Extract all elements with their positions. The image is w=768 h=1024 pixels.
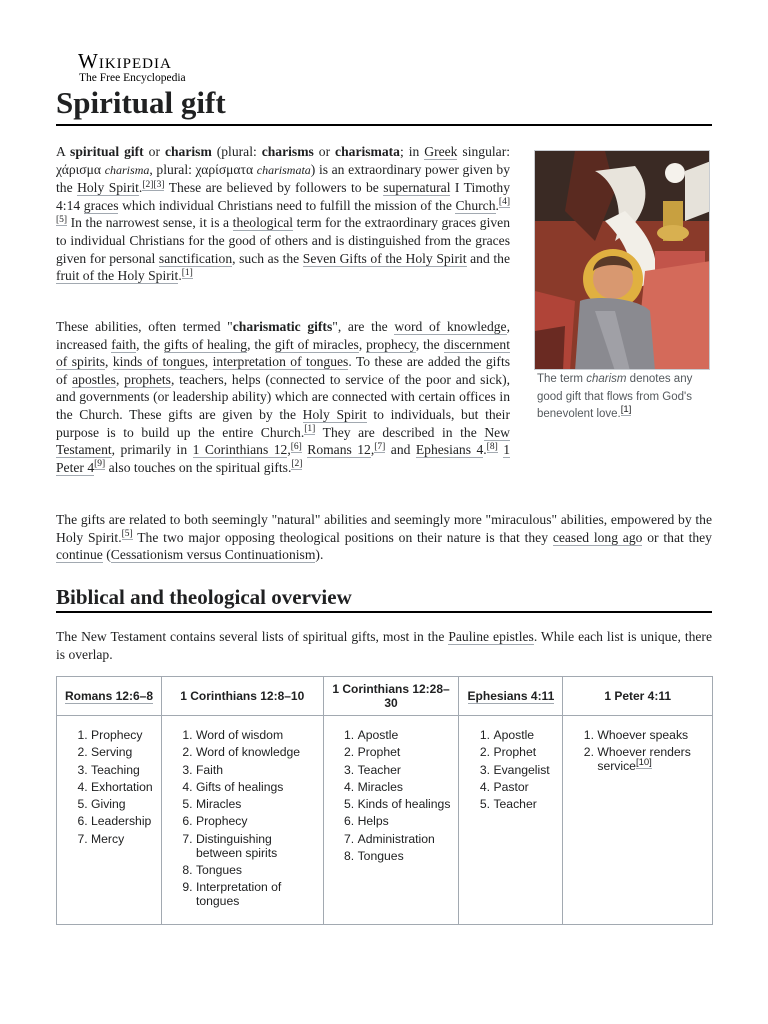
- link-1-corinthians-12[interactable]: 1 Corinthians 12: [192, 442, 288, 458]
- gift-list: [567, 728, 708, 773]
- link-theological[interactable]: theological: [232, 215, 294, 231]
- gift-name: Miracles: [195, 797, 242, 812]
- lead-figure: [534, 150, 710, 424]
- list-item: [196, 832, 319, 860]
- link-interpretation[interactable]: interpretation of tongues: [212, 354, 349, 370]
- ref-8[interactable]: [8]: [486, 441, 498, 452]
- list-item: [358, 832, 455, 846]
- gift-name: Word of knowledge: [195, 745, 301, 760]
- table-row: [57, 716, 713, 925]
- gift-name: Serving: [91, 745, 133, 760]
- gift-name: Evangelist: [493, 762, 550, 777]
- link-church[interactable]: Church: [455, 197, 496, 213]
- list-item: [493, 763, 558, 777]
- link-apostles[interactable]: apostles: [72, 371, 116, 387]
- list-item: [358, 780, 455, 794]
- link-fruit-holy-spirit[interactable]: fruit of the Holy Spirit: [56, 268, 179, 284]
- link-holy-spirit[interactable]: Holy Spirit: [77, 180, 139, 196]
- list-item: [196, 780, 319, 794]
- logo-tagline: The Free Encyclopedia: [79, 72, 186, 84]
- gift-name: Word of wisdom: [195, 728, 284, 742]
- ref-2-3[interactable]: [2][3]: [142, 179, 165, 190]
- gift-name: Teacher: [357, 762, 401, 777]
- gift-name: Mercy: [91, 831, 125, 846]
- gift-name: Apostle: [357, 728, 399, 742]
- link-holy-spirit-2[interactable]: Holy Spirit: [302, 406, 367, 422]
- nature-paragraph: The gifts are related to both seemingly "natural" abilities and seemingly more "miraculous" abilities, empowered by the Holy Spirit.[5] The two major opposing theological positions on their nature is that they ceased long ago or that they continue (Cessationism versus Continuationism).: [56, 512, 712, 563]
- list-item: [91, 814, 157, 828]
- fresco-illustration: [535, 151, 710, 370]
- gift-name: Helps: [357, 814, 389, 829]
- link-continue[interactable]: continue: [56, 547, 103, 563]
- gift-name: Giving: [91, 797, 126, 812]
- list-item: [493, 797, 558, 811]
- gift-name: Apostle: [493, 728, 535, 742]
- gift-name: Whoever renders service: [597, 745, 691, 774]
- ref-7[interactable]: [7]: [374, 441, 386, 452]
- ref-6[interactable]: [6]: [290, 441, 302, 452]
- link-ceased-long-ago[interactable]: ceased long ago: [552, 529, 643, 545]
- header-label: 1 Peter 4:11: [604, 689, 672, 703]
- header-label: 1 Corinthians 12:28–30: [332, 682, 450, 710]
- list-item: [358, 814, 455, 828]
- link-gift-of-miracles[interactable]: gift of miracles: [274, 336, 359, 352]
- list-item: [91, 745, 157, 759]
- gift-name: Exhortation: [91, 779, 153, 794]
- link-seven-gifts[interactable]: Seven Gifts of the Holy Spirit: [302, 250, 467, 266]
- greek-singular: χάρισμα: [56, 161, 102, 177]
- term-charismata: charismata: [335, 144, 400, 159]
- list-item: [358, 797, 455, 811]
- list-item: [358, 849, 455, 863]
- list-item: [91, 832, 157, 846]
- section-heading: Biblical and theological overview: [56, 584, 712, 613]
- gift-name: Miracles: [357, 779, 403, 794]
- list-item: [91, 780, 157, 794]
- header-ephesians: [459, 677, 563, 716]
- link-1-peter-4[interactable]: 1 Peter 4: [56, 442, 510, 475]
- link-prophecy[interactable]: prophecy: [366, 336, 416, 352]
- latin-singular: charisma: [104, 162, 150, 177]
- gift-name: Administration: [357, 831, 435, 846]
- column-ephesians: [459, 716, 563, 925]
- link-new-testament[interactable]: New Testament: [56, 424, 510, 458]
- link-gifts-of-healing[interactable]: gifts of healing: [163, 336, 248, 352]
- gift-name: Tongues: [357, 849, 404, 864]
- list-item: [358, 763, 455, 777]
- gift-name: Prophecy: [91, 728, 143, 742]
- list-item: [358, 745, 455, 759]
- list-item: [493, 780, 558, 794]
- list-item: [196, 814, 319, 828]
- column-romans: [57, 716, 162, 925]
- gift-list: [61, 728, 157, 846]
- list-item: [196, 763, 319, 777]
- ref-5[interactable]: [5]: [121, 529, 133, 540]
- greek-plural: χαρίσματα: [195, 161, 254, 177]
- header-1-cor-12-8: [161, 677, 323, 716]
- link-kinds-of-tongues[interactable]: kinds of tongues: [112, 354, 205, 370]
- gift-name: Prophet: [493, 745, 537, 760]
- list-item: [196, 728, 319, 742]
- caption-ref-1[interactable]: [1]: [620, 404, 632, 416]
- list-item: [493, 745, 558, 759]
- term-spiritual-gift: spiritual gift: [70, 144, 144, 159]
- link-cessationism[interactable]: Cessationism versus Continuationism: [110, 547, 316, 563]
- link-greek[interactable]: Greek: [424, 144, 458, 159]
- wikipedia-logo[interactable]: [78, 50, 186, 85]
- gift-list: [166, 728, 319, 908]
- column-1-peter: [563, 716, 713, 925]
- gift-list: [463, 728, 558, 811]
- figure-caption: The term charism denotes any good gift that flows from God's benevolent love.[1]: [537, 373, 693, 421]
- gift-name: Prophet: [357, 745, 401, 760]
- header-1-cor-12-28: [323, 677, 459, 716]
- list-item: [358, 728, 455, 742]
- link-sanctification[interactable]: sanctification: [158, 250, 233, 266]
- overview-paragraph: The New Testament contains several lists of spiritual gifts, most in the Pauline epistles. While each list is unique, there is overlap.: [56, 629, 712, 662]
- gift-name: Whoever speaks: [597, 728, 689, 742]
- header-1-peter: [563, 677, 713, 716]
- gift-name: Teacher: [493, 797, 537, 812]
- gift-name: Pastor: [493, 779, 529, 794]
- term-charism: charism: [164, 144, 212, 159]
- page-title: Spiritual gift: [56, 84, 712, 126]
- logo-wordmark: Wikipedia: [78, 49, 172, 73]
- ref-1b[interactable]: [1]: [304, 424, 316, 435]
- gift-list: [328, 728, 455, 863]
- term-charismatic-gifts: charismatic gifts: [232, 319, 333, 334]
- list-item: [196, 745, 319, 759]
- caption-term: charism: [586, 373, 627, 385]
- list-item: [196, 863, 319, 877]
- term-charisms: charisms: [261, 144, 314, 159]
- lede-paragraph: A spiritual gift or charism (plural: charisms or charismata; in Greek singular: χάρισμα charisma, plural: χαρίσματα charismata) is an extraordinary power given by the Holy Spirit.[2][3] These are believed by followers to be supernatural I Timothy 4:14 graces which individual Christians need to fulfill the mission of the Church.[4][5] In the narrowest sense, it is a theological term for the extraordinary graces given to individual Christians for the good of others and is distinguished from the graces given for personal sanctification, such as the Seven Gifts of the Holy Spirit and the fruit of the Holy Spirit.[1]: [56, 144, 510, 284]
- ref-10[interactable]: [10]: [635, 757, 652, 769]
- link-romans-12[interactable]: Romans 12: [307, 442, 371, 458]
- gift-name: Leadership: [91, 814, 152, 829]
- link-ephesians-4[interactable]: Ephesians 4: [415, 442, 484, 458]
- header-label: 1 Corinthians 12:8–10: [180, 689, 305, 703]
- link-pauline-epistles[interactable]: Pauline epistles: [448, 629, 534, 644]
- column-1-cor-12-28: [323, 716, 459, 925]
- gifts-paragraph: These abilities, often termed "charismatic gifts", are the word of knowledge, increased faith, the gifts of healing, the gift of miracles, prophecy, the discernment of spirits, kinds of tongues, interpretation of tongues. To these are added the gifts of apostles, prophets, teachers, helps (connected to service of the poor and sick), and governments (or leadership ability) which are connected with certain offices in the Church. These gifts are given by the Holy Spirit to individuals, but their purpose is to build up the entire Church.[1] They are described in the New Testament, primarily in 1 Corinthians 12,[6] Romans 12,[7] and Ephesians 4.[8] 1 Peter 4[9] also touches on the spiritual gifts.[2]: [56, 319, 511, 475]
- link-word-of-knowledge[interactable]: word of knowledge: [394, 319, 507, 334]
- list-item: [597, 745, 708, 773]
- table-header-row: [57, 677, 713, 716]
- link-prophets[interactable]: prophets: [124, 371, 171, 387]
- gift-name: Distinguishing between spirits: [195, 831, 278, 860]
- link-faith[interactable]: faith: [111, 336, 137, 352]
- ref-2[interactable]: [2]: [291, 459, 303, 470]
- list-item: [91, 728, 157, 742]
- gift-name: Interpretation of tongues: [195, 880, 282, 909]
- link-graces[interactable]: graces: [83, 197, 119, 213]
- gift-name: Tongues: [195, 863, 243, 878]
- fresco-image[interactable]: [534, 150, 710, 370]
- list-item: [91, 763, 157, 777]
- list-item: [196, 880, 319, 908]
- gift-name: Faith: [195, 762, 224, 777]
- list-item: [597, 728, 708, 742]
- link-supernatural[interactable]: supernatural: [383, 180, 451, 196]
- link-ephesians-4-11[interactable]: Ephesians 4:11: [467, 689, 555, 703]
- link-romans-12-6-8[interactable]: Romans 12:6–8: [64, 689, 153, 703]
- column-1-cor-12-8: [161, 716, 323, 925]
- ref-4-5[interactable]: [4][5]: [56, 197, 510, 225]
- gifts-table: [56, 676, 713, 925]
- list-item: [196, 797, 319, 811]
- list-item: [91, 797, 157, 811]
- gift-name: Kinds of healings: [357, 797, 451, 812]
- latin-plural: charismata: [256, 162, 311, 177]
- ref-9[interactable]: [9]: [94, 459, 106, 470]
- link-discernment[interactable]: discernment of spirits: [56, 336, 510, 370]
- gift-name: Teaching: [91, 762, 140, 777]
- gift-name: Prophecy: [195, 814, 248, 829]
- list-item: [493, 728, 558, 742]
- ref-1[interactable]: [1]: [181, 267, 193, 278]
- gift-name: Gifts of healings: [195, 779, 284, 794]
- header-romans: [57, 677, 162, 716]
